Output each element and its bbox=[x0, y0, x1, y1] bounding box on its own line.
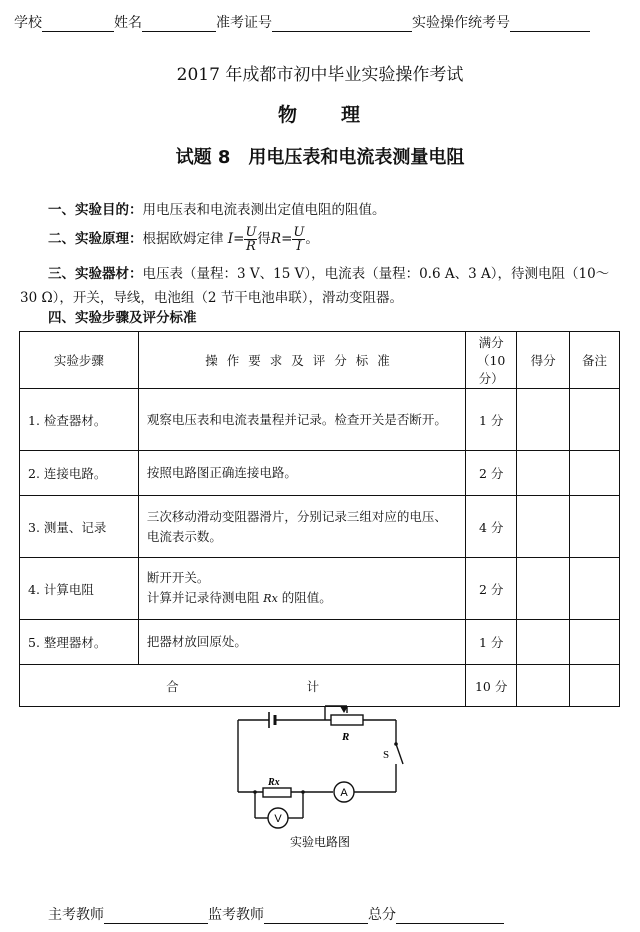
total-score-cell[interactable] bbox=[517, 665, 570, 707]
table-row bbox=[20, 496, 620, 558]
proctor-blank[interactable] bbox=[264, 909, 368, 924]
principle-text: 根据欧姆定律 bbox=[142, 231, 224, 247]
resistor-label: Rx bbox=[268, 777, 280, 788]
row-note-cell[interactable] bbox=[570, 558, 620, 620]
row-points: 2 分 bbox=[466, 558, 517, 620]
equipment-label: 三、实验器材： bbox=[48, 266, 143, 282]
total-label-b: 计 bbox=[306, 678, 320, 694]
resistor-body bbox=[263, 788, 291, 797]
total-label-a: 合 bbox=[166, 678, 179, 694]
rheostat-body bbox=[331, 715, 363, 725]
purpose-text: 用电压表和电流表测出定值电阻的阻值。 bbox=[142, 202, 386, 218]
row-requirement: 按照电路图正确连接电路。 bbox=[138, 451, 465, 496]
school-label: 学校 bbox=[14, 15, 42, 31]
row-score-cell[interactable] bbox=[517, 451, 570, 496]
formula-2-fraction bbox=[292, 226, 305, 253]
junction-right bbox=[301, 790, 305, 794]
row-step: 5. 整理器材。 bbox=[20, 620, 139, 665]
principle-end: 。 bbox=[305, 231, 319, 247]
header-note: 备注 bbox=[570, 332, 620, 389]
equipment-text: 电压表（量程：3 V、15 V），电流表（量程：0.6 A、3 A），待测电阻（10～30 Ω），开关，导线，电池组（2 节干电池串联），滑动变阻器。 bbox=[20, 266, 610, 306]
row-points: 1 分 bbox=[466, 389, 517, 451]
subject-title: 物 理 bbox=[277, 104, 362, 126]
row-note-cell[interactable] bbox=[570, 620, 620, 665]
row-step: 1. 检查器材。 bbox=[20, 389, 139, 451]
row-step: 3. 测量、记录 bbox=[20, 496, 139, 558]
junction-left bbox=[253, 790, 257, 794]
rx-variable bbox=[263, 590, 278, 605]
row-score-cell[interactable] bbox=[517, 496, 570, 558]
row-requirement: 把器材放回原处。 bbox=[138, 620, 465, 665]
formula-1-fraction bbox=[244, 226, 257, 253]
row-note-cell[interactable] bbox=[570, 496, 620, 558]
table-header-row bbox=[20, 332, 620, 389]
voltmeter-label: V bbox=[274, 813, 282, 825]
total-score-label: 总分 bbox=[368, 907, 396, 923]
row-req-line2a: 计算并记录待测电阻 bbox=[146, 590, 264, 605]
proctor-label: 监考教师 bbox=[208, 907, 264, 923]
row-note-cell[interactable] bbox=[570, 389, 620, 451]
exam-title: 2017 年成都市初中毕业实验操作考试 bbox=[176, 65, 464, 85]
rx-variable-text: Rx bbox=[263, 592, 278, 605]
scoring-table bbox=[19, 331, 620, 707]
name-blank[interactable] bbox=[142, 17, 216, 32]
header-fields bbox=[14, 12, 590, 32]
section-equipment bbox=[20, 262, 624, 310]
steps-label: 四、实验步骤及评分标准 bbox=[48, 310, 197, 326]
formula-1-lhs: I bbox=[227, 231, 234, 247]
row-score-cell[interactable] bbox=[517, 558, 570, 620]
row-req-line1: 断开开关。 bbox=[146, 570, 210, 585]
exam-no-blank[interactable] bbox=[272, 17, 412, 32]
circuit-caption: 实验电路图 bbox=[289, 835, 351, 849]
header-full-marks bbox=[466, 332, 517, 389]
table-row bbox=[20, 389, 620, 451]
row-points: 2 分 bbox=[466, 451, 517, 496]
table-row bbox=[20, 451, 620, 496]
switch-blade bbox=[396, 744, 403, 764]
row-score-cell[interactable] bbox=[517, 389, 570, 451]
footer-signatures bbox=[48, 904, 504, 924]
row-requirement bbox=[138, 558, 465, 620]
examiner-label: 主考教师 bbox=[48, 907, 104, 923]
switch-pivot bbox=[394, 742, 398, 746]
row-requirement: 三次移动滑动变阻器滑片，分别记录三组对应的电压、电流表示数。 bbox=[138, 496, 465, 558]
exam-no-label: 准考证号 bbox=[216, 15, 272, 31]
formula-1-num: U bbox=[245, 225, 257, 240]
test-title: 试题 8 用电压表和电流表测量电阻 bbox=[175, 147, 465, 168]
circuit-diagram bbox=[225, 696, 415, 856]
table-row bbox=[20, 620, 620, 665]
row-note-cell[interactable] bbox=[570, 451, 620, 496]
principle-mid: 得 bbox=[257, 231, 271, 247]
header-requirements: 操作要求及评分标准 bbox=[138, 332, 465, 389]
formula-2-num: U bbox=[293, 225, 305, 240]
header-score: 得分 bbox=[517, 332, 570, 389]
section-steps bbox=[20, 306, 640, 330]
header-full-label: 满分 bbox=[478, 335, 504, 350]
principle-label: 二、实验原理： bbox=[48, 231, 143, 247]
formula-1-den: R bbox=[246, 239, 256, 254]
row-points: 4 分 bbox=[466, 496, 517, 558]
row-req-line2b: 的阻值。 bbox=[277, 590, 332, 605]
rheostat-label: R bbox=[342, 731, 350, 743]
examiner-blank[interactable] bbox=[104, 909, 208, 924]
total-score-blank[interactable] bbox=[396, 909, 504, 924]
total-note-cell[interactable] bbox=[570, 665, 620, 707]
row-step: 2. 连接电路。 bbox=[20, 451, 139, 496]
formula-2-lhs: R bbox=[270, 231, 282, 247]
school-blank[interactable] bbox=[42, 17, 114, 32]
row-step: 4. 计算电阻 bbox=[20, 558, 139, 620]
purpose-label: 一、实验目的： bbox=[48, 202, 143, 218]
lab-no-label: 实验操作统考号 bbox=[412, 15, 510, 31]
total-points: 10 分 bbox=[466, 665, 517, 707]
ammeter-label: A bbox=[340, 787, 348, 799]
row-score-cell[interactable] bbox=[517, 620, 570, 665]
row-requirement: 观察电压表和电流表量程并记录。检查开关是否断开。 bbox=[138, 389, 465, 451]
section-principle: 二、实验原理：根据欧姆定律 I= $\frac{U}{R}$ 得R= $\frac{U}{I}$ 。 bbox=[48, 225, 319, 254]
header-step: 实验步骤 bbox=[20, 332, 139, 389]
lab-no-blank[interactable] bbox=[510, 17, 590, 32]
formula-2-den: I bbox=[296, 239, 302, 254]
row-req-line2 bbox=[147, 588, 457, 609]
section-purpose bbox=[20, 198, 640, 222]
header-full-sub: （10 分） bbox=[476, 353, 506, 386]
switch-label: S bbox=[383, 749, 390, 761]
table-row bbox=[20, 558, 620, 620]
name-label: 姓名 bbox=[114, 15, 142, 31]
row-points: 1 分 bbox=[466, 620, 517, 665]
